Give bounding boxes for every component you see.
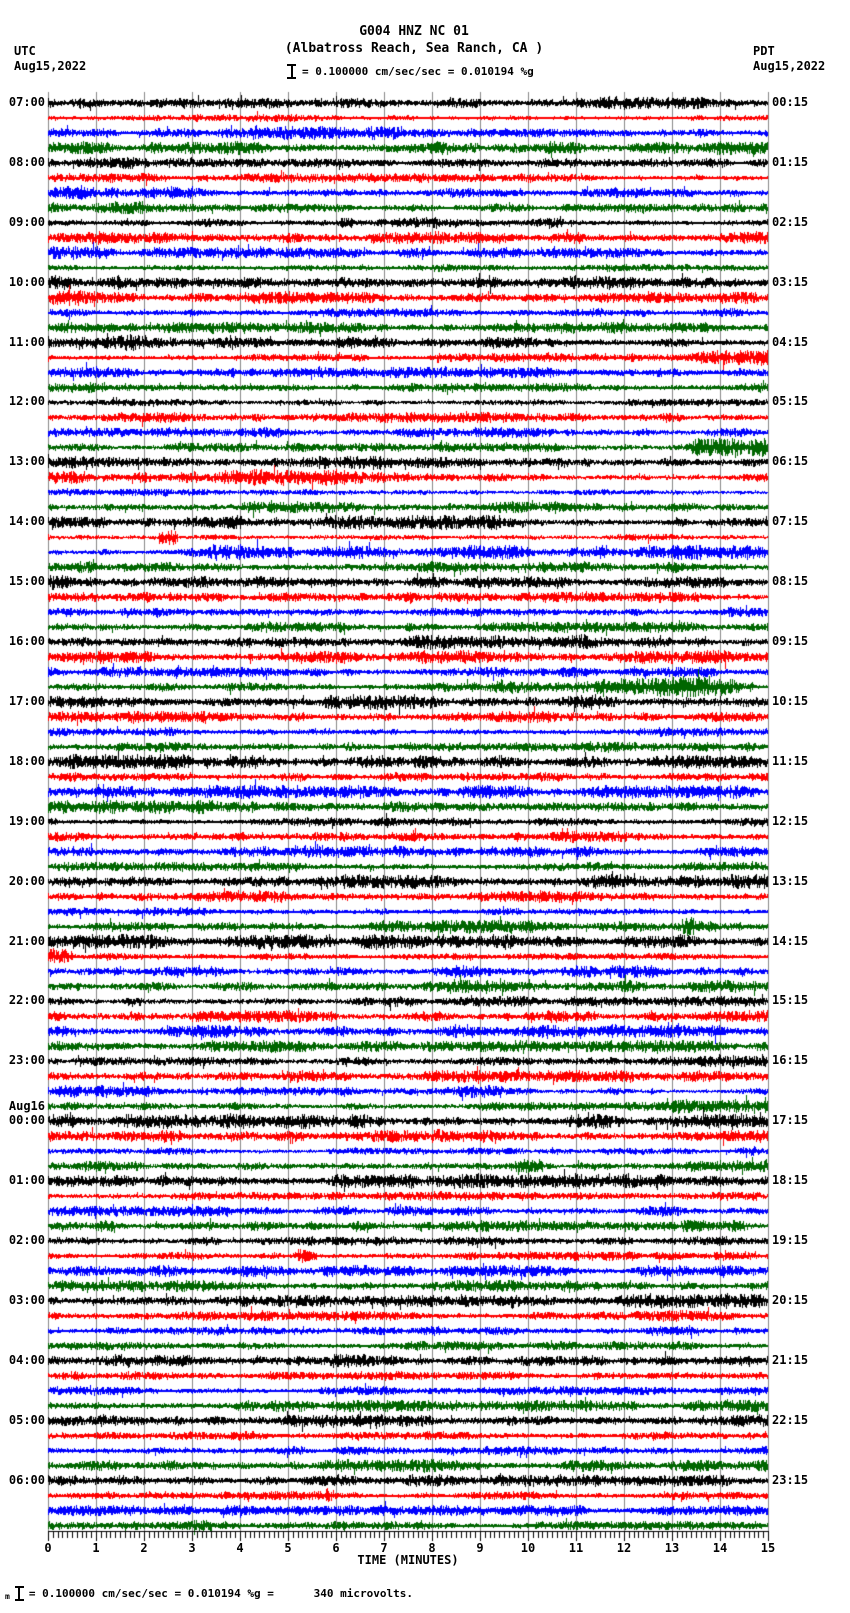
- pdt-hour-label: 03:15: [772, 274, 809, 289]
- pdt-hour-label: 08:15: [772, 574, 809, 589]
- utc-hour-label: 18:00: [8, 753, 45, 768]
- axis-tick-label: 6: [332, 1541, 340, 1555]
- scale-note: = 0.100000 cm/sec/sec = 0.010194 %g: [302, 64, 534, 78]
- pdt-hour-label: 13:15: [772, 873, 809, 888]
- utc-hour-label: 15:00: [8, 574, 45, 589]
- pdt-hour-label: 07:15: [772, 514, 809, 529]
- axis-tick-label: 15: [760, 1541, 776, 1555]
- scale-bar: [287, 62, 534, 80]
- pdt-hour-label: 23:15: [772, 1472, 809, 1487]
- utc-hour-label: 23:00: [8, 1053, 45, 1068]
- utc-hour-label: 13:00: [8, 454, 45, 469]
- axis-tick-label: 5: [284, 1541, 292, 1555]
- utc-hour-label: 17:00: [8, 693, 45, 708]
- utc-hour-label: 21:00: [8, 933, 45, 948]
- axis-tick-label: 10: [520, 1541, 536, 1555]
- axis-tick-label: 14: [712, 1541, 728, 1555]
- pdt-hour-label: 19:15: [772, 1233, 809, 1248]
- axis-tick-label: 0: [44, 1541, 52, 1555]
- axis-tick-label: 3: [188, 1541, 196, 1555]
- utc-hour-label: 04:00: [8, 1352, 45, 1367]
- pdt-hour-label: 06:15: [772, 454, 809, 469]
- utc-hour-label: 12:00: [8, 394, 45, 409]
- utc-hour-label: 10:00: [8, 274, 45, 289]
- utc-hour-label: 09:00: [8, 214, 45, 229]
- utc-label: UTC: [14, 44, 36, 58]
- utc-hour-label: 20:00: [8, 873, 45, 888]
- pdt-hour-label: 17:15: [772, 1113, 809, 1128]
- pdt-hour-label: 11:15: [772, 753, 809, 768]
- pdt-hour-label: 22:15: [772, 1412, 809, 1427]
- pdt-hour-label: 20:15: [772, 1292, 809, 1307]
- pdt-hour-label: 10:15: [772, 693, 809, 708]
- utc-hour-label: 00:00: [8, 1113, 45, 1128]
- utc-hour-label: 02:00: [8, 1233, 45, 1248]
- axis-tick-label: 4: [236, 1541, 244, 1555]
- plot-subtitle: (Albatross Reach, Sea Ranch, CA ): [284, 41, 544, 56]
- pdt-hour-label: 21:15: [772, 1352, 809, 1367]
- footer-note: = 0.100000 cm/sec/sec = 0.010194 %g = 340 microvolts.: [28, 1586, 413, 1600]
- pdt-hour-label: 09:15: [772, 634, 809, 649]
- x-axis-title: TIME (MINUTES): [357, 1553, 459, 1567]
- pdt-hour-label: 12:15: [772, 813, 809, 828]
- utc-hour-label: 05:00: [8, 1412, 45, 1427]
- utc-hour-label: 03:00: [8, 1292, 45, 1307]
- pdt-hour-label: 14:15: [772, 933, 809, 948]
- pdt-hour-label: 00:15: [772, 95, 809, 109]
- axis-tick-label: 13: [664, 1541, 680, 1555]
- pdt-date: Aug15,2022: [753, 59, 826, 73]
- pdt-hour-label: 05:15: [772, 394, 809, 409]
- pdt-hour-label: 15:15: [772, 993, 809, 1008]
- utc-hour-label: 14:00: [8, 514, 45, 529]
- scale-ibeam-icon: [287, 64, 296, 79]
- axis-tick-label: 7: [380, 1541, 388, 1555]
- axis-tick-label: 11: [568, 1541, 584, 1555]
- date-change-label: Aug16: [8, 1099, 45, 1114]
- plot-title: G004 HNZ NC 01: [359, 24, 469, 39]
- utc-hour-label: 16:00: [8, 634, 45, 649]
- pdt-hour-label: 18:15: [772, 1173, 809, 1188]
- footer-prefix: m: [5, 1592, 10, 1601]
- utc-hour-label: 11:00: [8, 334, 45, 349]
- axis-tick-label: 1: [92, 1541, 100, 1555]
- pdt-hour-label: 02:15: [772, 214, 809, 229]
- pdt-hour-label: 04:15: [772, 334, 809, 349]
- pdt-label: PDT: [753, 44, 775, 58]
- footer-ibeam-icon: [15, 1586, 24, 1601]
- pdt-hour-label: 16:15: [772, 1053, 809, 1068]
- axis-tick-label: 8: [428, 1541, 436, 1555]
- utc-hour-label: 01:00: [8, 1173, 45, 1188]
- axis-tick-label: 9: [476, 1541, 484, 1555]
- utc-hour-label: 19:00: [8, 813, 45, 828]
- axis-tick-label: 12: [616, 1541, 632, 1555]
- footer-scale: [5, 1583, 413, 1603]
- utc-hour-label: 08:00: [8, 154, 45, 169]
- utc-hour-label: 06:00: [8, 1472, 45, 1487]
- pdt-hour-label: 01:15: [772, 154, 809, 169]
- utc-date: Aug15,2022: [14, 59, 87, 73]
- utc-hour-label: 22:00: [8, 993, 45, 1008]
- utc-hour-label: 07:00: [8, 95, 45, 109]
- axis-tick-label: 2: [140, 1541, 148, 1555]
